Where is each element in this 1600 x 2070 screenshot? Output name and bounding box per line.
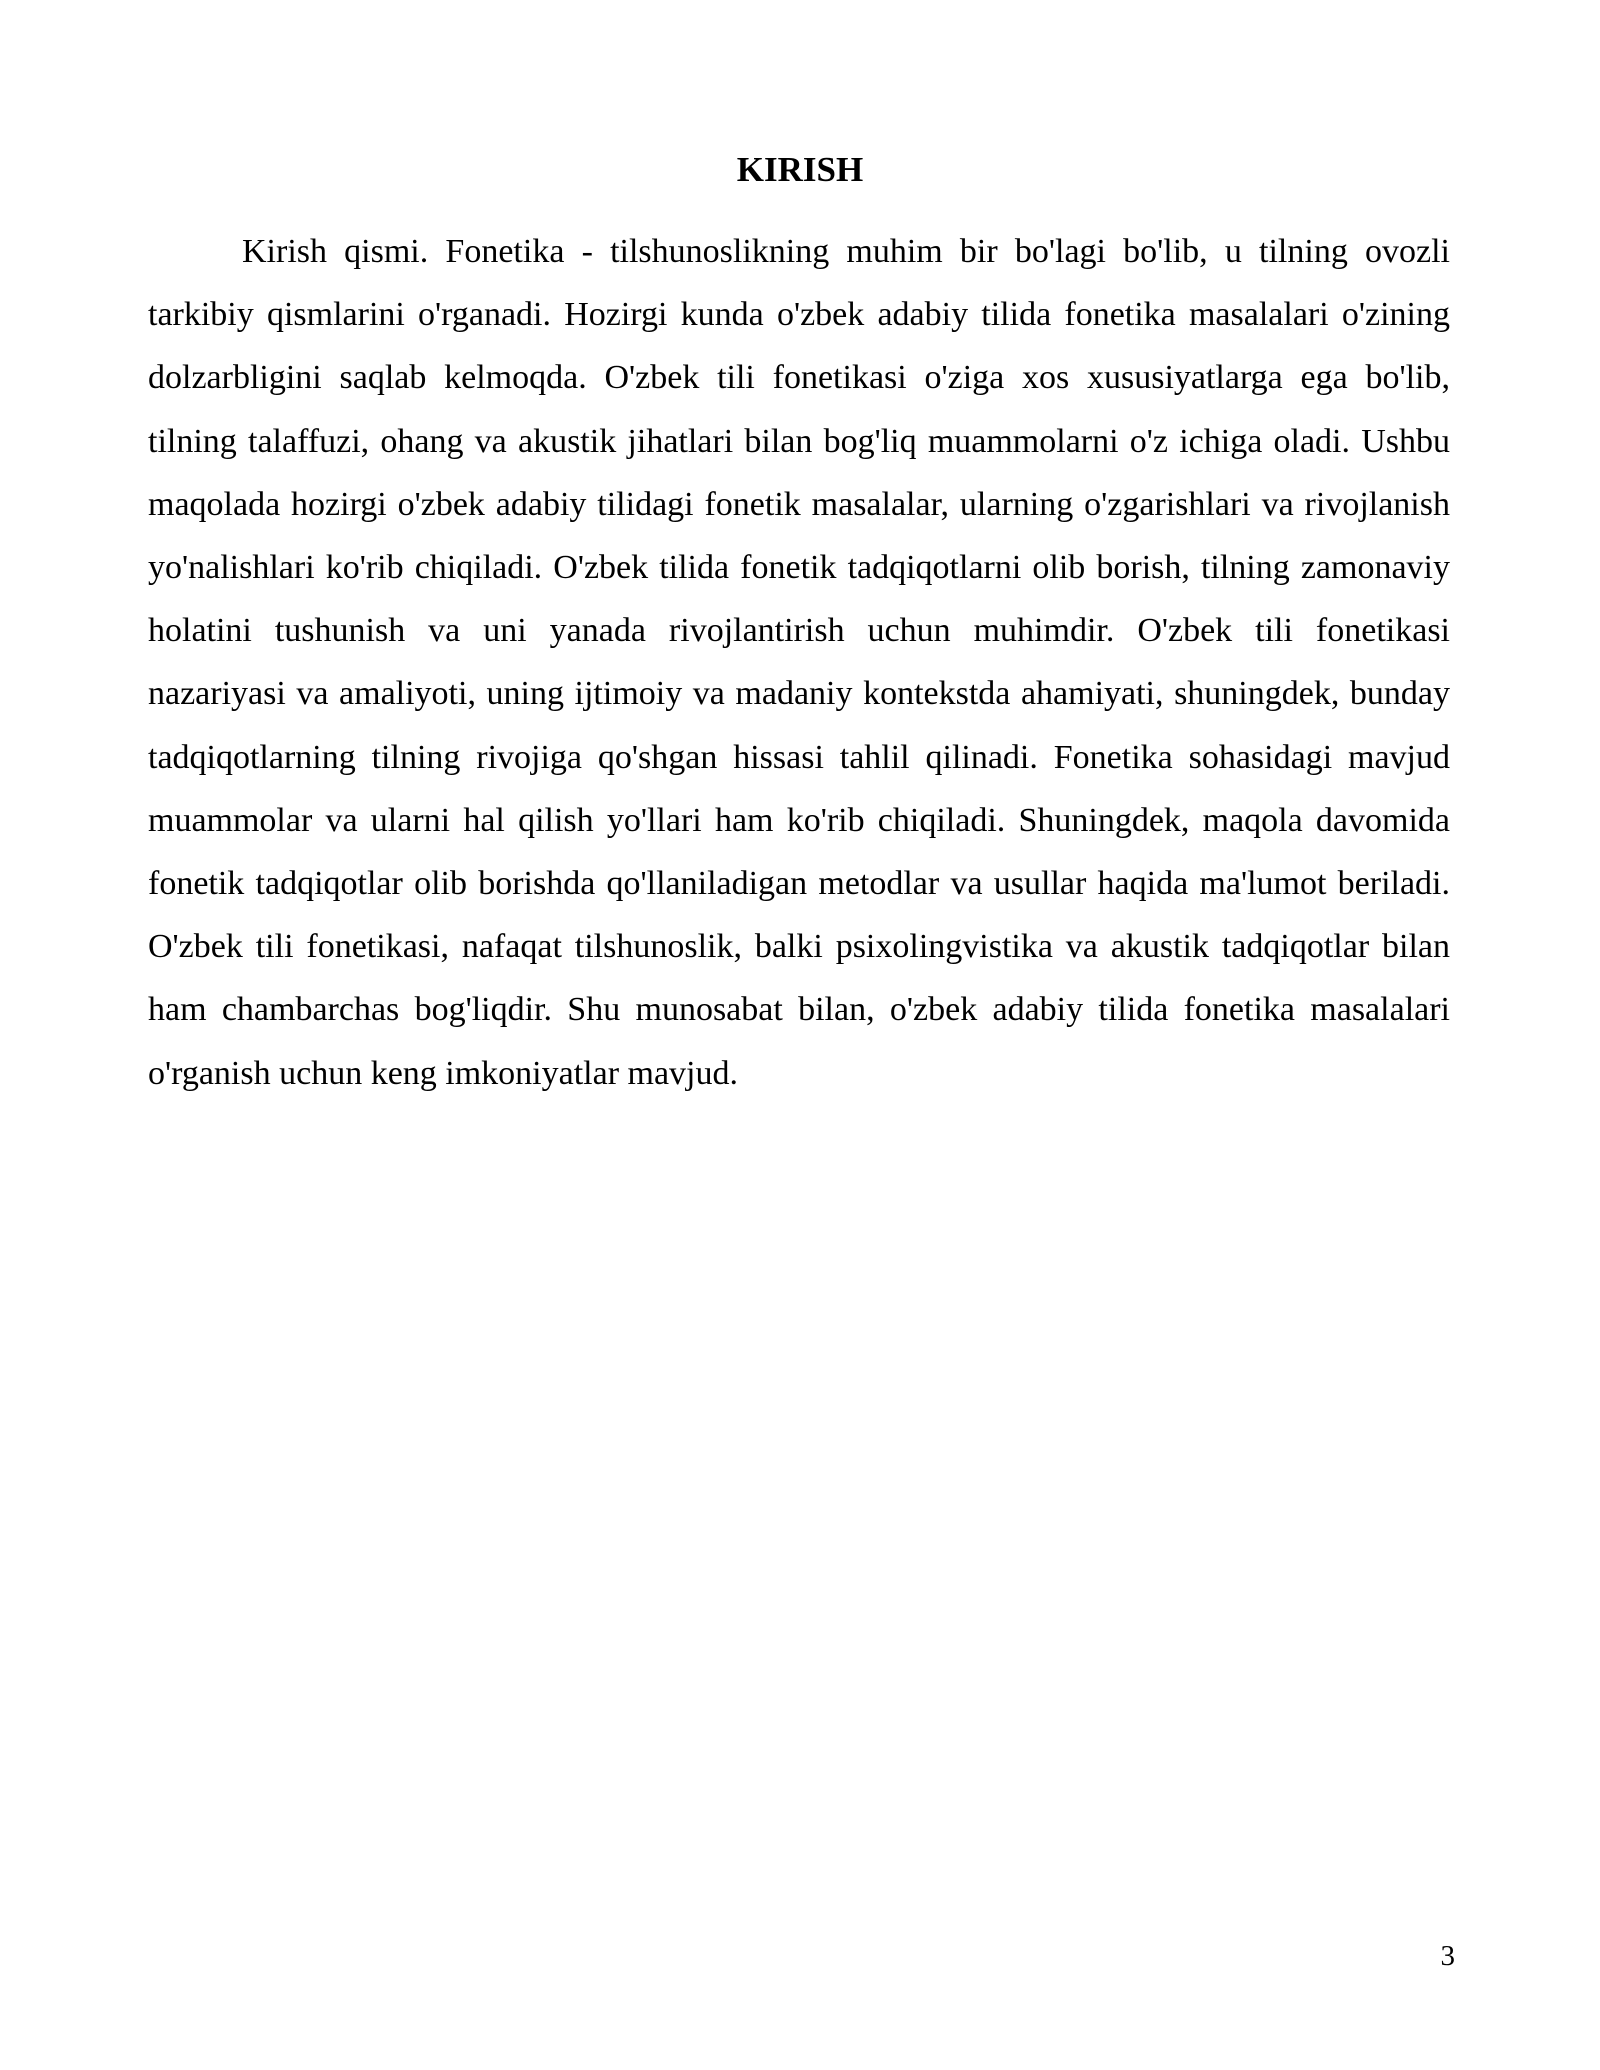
page-title: KIRISH (736, 150, 864, 189)
page-number: 3 (1440, 1940, 1455, 1972)
body-paragraph: Kirish qismi. Fonetika - tilshunoslikning muhim bir bo'lagi bo'lib, u tilning ovozli tarkibiy qismlarini o'rganadi. Hozirgi kunda o'zbek adabiy tilida fonetika masalalari o'zining dolzarbligini saqlab kelmoqda. O'zbek tili fonetikasi o'ziga xos xususiyatlarga ega bo'lib, tilning talaffuzi, ohang va akustik jihatlari bilan bog'liq muammolarni o'z ichiga oladi. Ushbu maqolada hozirgi o'zbek adabiy tilidagi fonetik masalalar, ularning o'zgarishlari va rivojlanish yo'nalishlari ko'rib chiqiladi. O'zbek tilida fonetik tadqiqotlarni olib borish, tilning zamonaviy holatini tushunish va uni yanada rivojlantirish uchun muhimdir. O'zbek tili fonetikasi nazariyasi va amaliyoti, uning ijtimoiy va madaniy kontekstda ahamiyati, shuningdek, bunday tadqiqotlarning tilning rivojiga qo'shgan hissasi tahlil qilinadi. Fonetika sohasidagi mavjud muammolar va ularni hal qilish yo'llari ham ko'rib chiqiladi. Shuningdek, maqola davomida fonetik tadqiqotlar olib borishda qo'llaniladigan metodlar va usullar haqida ma'lumot beriladi. O'zbek tili fonetikasi, nafaqat tilshunoslik, balki psixolingvistika va akustik tadqiqotlar bilan ham chambarchas bog'liqdir. Shu munosabat bilan, o'zbek adabiy tilida fonetika masalalari o'rganish uchun keng imkoniyatlar mavjud. (148, 233, 1450, 1092)
